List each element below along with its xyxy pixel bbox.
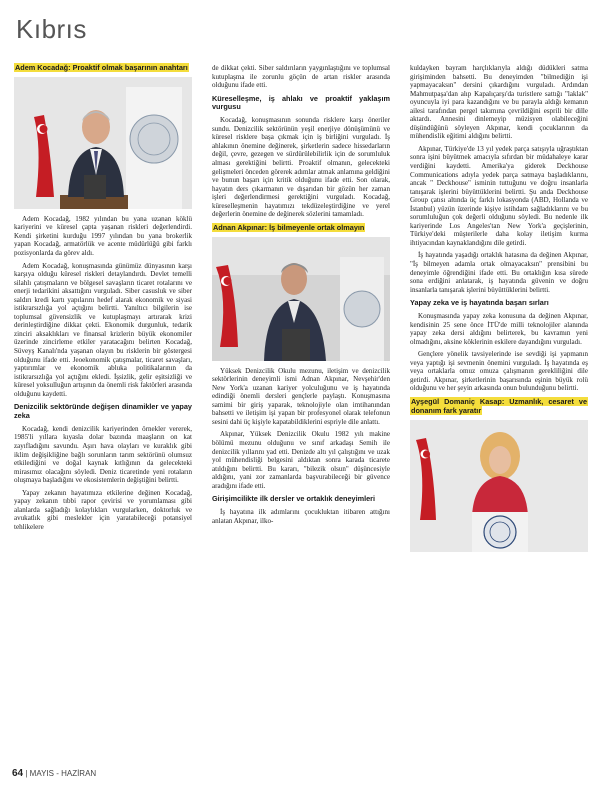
article-column-1	[14, 64, 192, 535]
speaker-header-kasap	[410, 398, 588, 416]
speaker-photo-1	[14, 77, 192, 209]
paragraph: de dikkat çekti. Siber saldırıların yaygınlaştığını ve toplumsal kutuplaşma ile zorunlu göçün de artan riskler arasında olduğunu ifade etti.	[212, 64, 390, 90]
section-title: Kıbrıs	[16, 14, 87, 44]
speaker-header-text: Adem Kocadağ: Proaktif olmak başarının anahtarı	[15, 63, 188, 72]
page-footer	[12, 768, 96, 779]
paragraph: Konuşmasında yapay zeka konusuna da değinen Akpınar, kendisinin 25 sene önce İTÜ'de milli teknolojiler alanında yapay zeka dersi aldığını belirterek, bu kavramın yeni olmadığını, aksine köklerinin eskilere dayandığını vurguladı.	[410, 312, 588, 346]
photo-adnan-akpinar	[212, 237, 390, 361]
paragraph: Yüksek Denizcilik Okulu mezunu, iletişim ve denizcilik sektörlerinin deneyimli ismi Adnan Akpınar, Nevşehir'den New York'a uzanan kariyer yolculuğunu ve iş hayatında edindiği önemli dersleri gençlerle paylaştı. Konuşmasına samimi bir giriş yaparak, teknolojiyle olan imtihanından bahsetti ve iletişim işi yapan bir profesyonel olarak telefonun sesini dahi üç kişiyle kapatabildiklerini espriyle dile anlattı.	[212, 366, 390, 426]
article-column-2	[212, 64, 390, 529]
paragraph: Adem Kocadağ, 1982 yılından bu yana uzanan köklü kariyerini ve küresel çapta yaşanan riskleri değerlendirdi. Kendi şirketini kurduğu 1997 yılından bu yana brokerlik yapan Kocadağ, armatörlük ve acente müdürlüğü gibi farklı pozisyonlarda da görev aldı.	[14, 214, 192, 257]
speaker-header-text: Ayşegül Domaniç Kasap: Uzmanlık, cesaret ve donanım fark yaratır	[411, 396, 587, 415]
paragraph: İş hayatında yaşadığı ortaklık hatasına da değinen Akpınar, "İş bilmeyen adamla ortak olmayacaksın" prensibini bu deneyimle öğrendiğini ifade etti. Bu ortaklığın kısa sürede sona erdiğini anlatarak, iş hayatında güvenin ve doğru insanlarla tanışarak işlerini büyüttüklerini belirtti.	[410, 251, 588, 294]
paragraph: Adem Kocadağ, konuşmasında günümüz dünyasının karşı karşıya olduğu küresel riskleri detaylandırdı. Devlet temelli silahlı çatışmaların ve bölgesel savaşların ticaret rotalarını ve enerji tedarikini aksattığını vurguladı. Siber casusluk ve siber saldırı kredi kartı yapılarını hedef alarak ekonomik ve siyasi istikrarsızlığa yol açtığını belirtti. Yanıltıcı bilgilerin ise toplumsal güvensizlik ve kutuplaşmayı artırarak krizi derinleştirdiğine dikkat çekti. Ekonomik durgunluk, tedarik zinciri aksaklıkları ve finansal krizlerin büyük ekonomiler üzerinde zincirleme etkiler yaratacağını belirten Kocadağ, Süveyş Kanalı'nda yaşanan olayın bu risklerin bir göstergesi olduğunu ifade etti. Jeoekonomik çatışmalar, ticaret savaşları, yaptırımlar ve ekonomik abluka politikalarının da istikrarsızlığa yol açtığını ekledi. İşsizlik, gelir eşitsizliği ve küresel yoksulluğun artışının da önemli risk faktörleri arasında olduğunu kaydetti.	[14, 261, 192, 398]
subheading: Küreselleşme, iş ahlakı ve proaktif yaklaşım vurgusu	[212, 93, 390, 112]
paragraph: kuldayken bayram harçlıklarıyla aldığı düdükleri satma girişiminden bahsetti. Bu deneyimden "bilmediğin işi yapmayacaksın" dersini çıkardığını vurguladı. Ardından Mahmutpaşa'dan alıp Kapalıçarşı'da turistlere sattığı "laklak" oyuncuyla iyi para kazandığını ve bu parayla aldığı kemanın ailesi tarafından pergel takımına çevrildiğini esprili bir dille aktardı. Annesini dinlemeyip müzisyen olabileceğini düşündüğünü söyleyen Akpınar, kendi çocuklarının da mühendislik eğitimi aldığını belirtti.	[410, 64, 588, 141]
speaker-photo-3	[410, 420, 588, 552]
paragraph: Akpınar, Türkiye'de 13 yıl yedek parça satışıyla uğraştıktan sonra işini büyütmek amacıyla sıfırdan bir müdahaleye karar verdiğini kaydetti. Amerika'ya giderek Deckhouse Communications adıyla yedek parça satmaya başladıklarını, ancak " Deckhouse" isminin tuttuğunu ve doğru insanlarla tanışarak işlerini büyüttüklerini belirtti. Şu anda Deckhouse Group çatısı altında üç farklı lokasyonda (ABD, Hollanda ve İstanbul) yüzün üzerinde kişiye istihdam sağladıklarını ve bu sorumluluğun çok değerli olduğunu söyledi. Bu nedenle ilk kariyerinde Los Angeles'tan New York'a geçişlerinin, Türkiye'deki müşterilerle daha kolay iletişim kurma ihtiyacından kaynaklandığını dile getirdi.	[410, 144, 588, 247]
speaker-header-kocadag	[14, 64, 192, 73]
article-column-3	[410, 64, 588, 558]
paragraph: Yapay zekanın hayatımıza etkilerine değinen Kocadağ, yapay zekanın tıbbi rapor çevirisi ve yorumlaması gibi alanlarda sağladığı kolaylıkları vurgularken, doktorluk ve avukatlık gibi meslekler için yaratabileceği potansiyel tehlikelere	[14, 488, 192, 531]
subheading: Girişimcilikte ilk dersler ve ortaklık deneyimleri	[212, 494, 376, 504]
photo-aysegul-domanic-kasap	[410, 420, 588, 552]
paragraph: Kocadağ, konuşmasının sonunda risklere karşı öneriler sundu. Denizcilik sektörünün yeşil enerjiye dönüşümünü ve küresel risklere başa çıkmak için iş birliğini vurguladı. İş ahlakının önemine değinerek, şirketlerin sadece hissedarların değil, çevre, gezegen ve sürdürülebilirlik için de sorumluluk alması gerektiğini belirtti. Proaktif olmanın, gelecekteki gelişmeleri önceden görerek adımlar atmak anlamına geldiğini ve bunun başarı için kritik olduğunu ifade etti. Son olarak, hayatın ders çıkarmanın ve dışarıdan bir gözün her zaman işleri değerlendirmesi gerektiğini vurguladı. Kocadağ, küreselleşmenin hayatımızı tekdüzeleştirdiğine ve yerel değerlerin önemine de değinerek sözlerini tamamladı.	[212, 116, 390, 219]
paragraph: Akpınar, Yüksek Denizcilik Okulu 1982 yılı makine bölümü mezunu olduğunu ve sınıf arkadaşı Semih ile denizcilik yıllarını yad etti. Denizde altı yıl çalıştığını ve uzak yol mühendisliği belgesini aldıktan sonra karada ticarete atıldığını belirtti. Bu kararı, "bilezik olsun" düşüncesiyle aldığını, yani zor zamanlarda başvurabileceği bir güvence aradığını ifade etti.	[212, 430, 390, 490]
paragraph: Kocadağ, kendi denizcilik kariyerinden örnekler vererek, 1985'li yıllara kıyasla dolar bazında maaşların on kat zayıfladığını savundu. Aşırı hava olayları ve kuraklık gibi iklim değişikliğine bağlı sorunların tarım sektörünü olumsuz etkilediğini ve doğal kaynak kıtlığının da gelecekteki mirasımız olacağını söyledi. Deniz ticaretinde yeni rotaların oluşmaya başladığını ve ekosistemlerin değiştiğini belirtti.	[14, 424, 192, 485]
paragraph: İş hayatına ilk adımlarını çocukluktan itibaren attığını anlatan Akpınar, ilko-	[212, 508, 390, 525]
issue-label: MAYIS - HAZİRAN	[29, 769, 97, 778]
speaker-header-akpinar	[212, 224, 390, 233]
footer-separator: |	[25, 769, 28, 778]
photo-adem-kocadag	[14, 77, 192, 209]
subheading: Yapay zeka ve iş hayatında başarı sırları	[410, 298, 549, 308]
speaker-header-text: Adnan Akpınar: İş bilmeyenle ortak olmayın	[213, 222, 365, 232]
speaker-photo-2	[212, 237, 390, 361]
page-number: 64	[12, 768, 24, 779]
paragraph: Gençlere yönelik tavsiyelerinde ise sevdiği işi yapmanın veya yaptığı işi sevmenin önemini vurguladı. İş hayatında eş veya ortaklarla omuz omuza çalışmanın gerekliliğini dile getirdi. Akpınar, şirketlerinin başarısında eşinin büyük rolü olduğunu ve her şeyin arkasında onun bulunduğunu belirtti.	[410, 350, 588, 393]
subheading: Denizcilik sektöründe değişen dinamikler ve yapay zeka	[14, 402, 192, 421]
